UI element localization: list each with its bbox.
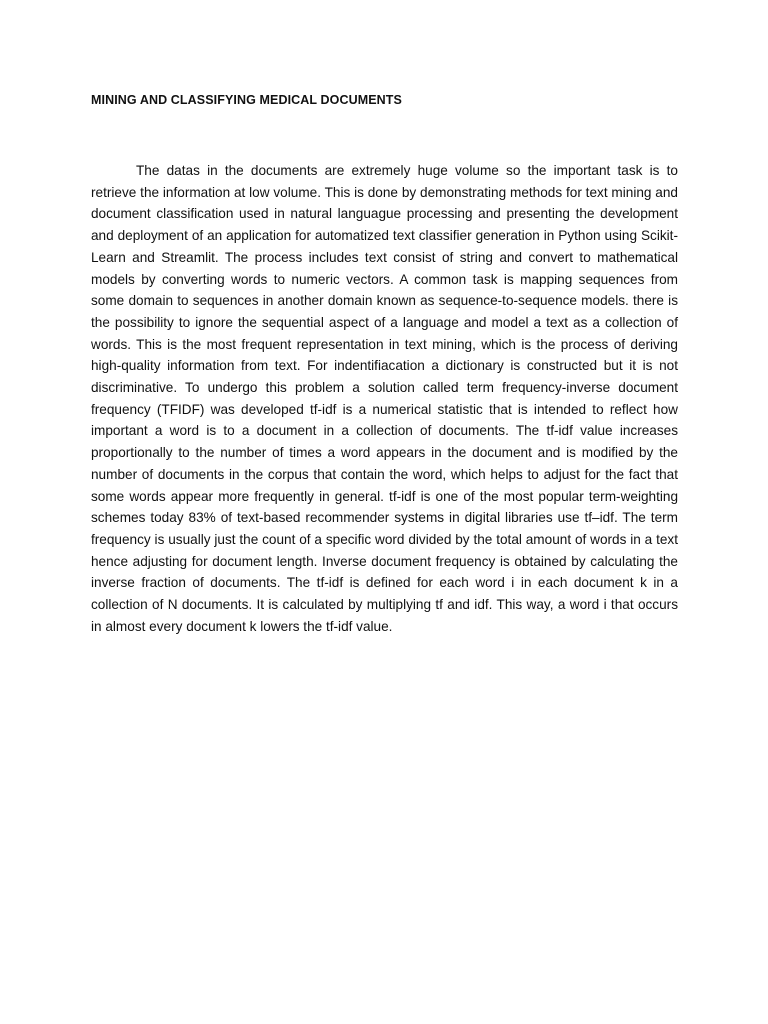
document-title: MINING AND CLASSIFYING MEDICAL DOCUMENTS [91, 93, 402, 107]
document-body-paragraph: The datas in the documents are extremely huge volume so the important task is to retrieve the information at low volume. This is done by demonstrating methods for text mining and document classification used in natural languague processing and presenting the development and deployment of an application for automatized text classifier generation in Python using Scikit-Learn and Streamlit. The process includes text consist of string and convert to mathematical models by converting words to numeric vectors. A common task is mapping sequences from some domain to sequences in another domain known as sequence-to-sequence models. there is the possibility to ignore the sequential aspect of a language and model a text as a collection of words. This is the most frequent representation in text mining, which is the process of deriving high-quality information from text. For indentifiacation a dictionary is constructed but it is not discriminative. To undergo this problem a solution called term frequency-inverse document frequency (TFIDF) was developed tf-idf is a numerical statistic that is intended to reflect how important a word is to a document in a collection of documents. The tf-idf value increases proportionally to the number of times a word appears in the document and is modified by the number of documents in the corpus that contain the word, which helps to adjust for the fact that some words appear more frequently in general. tf-idf is one of the most popular term-weighting schemes today 83% of text-based recommender systems in digital libraries use tf–idf. The term frequency is usually just the count of a specific word divided by the total amount of words in a text hence adjusting for document length. Inverse document frequency is obtained by calculating the inverse fraction of documents. The tf-idf is defined for each word i in each document k in a collection of N documents. It is calculated by multiplying tf and idf. This way, a word i that occurs in almost every document k lowers the tf-idf value. [91, 163, 678, 634]
